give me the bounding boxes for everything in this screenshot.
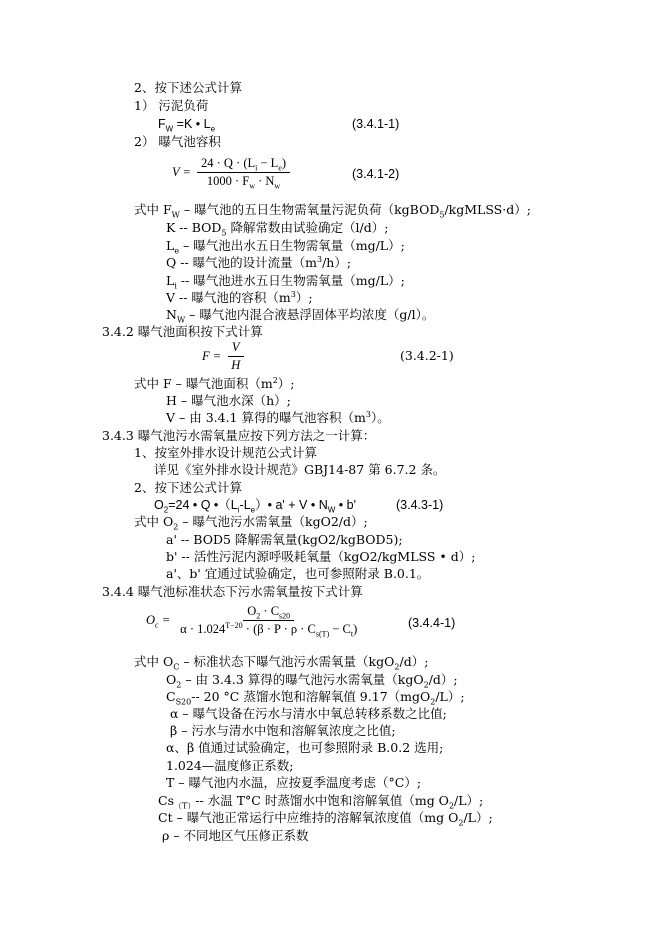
text-line: $L_i$ -- 曝气池进水五日生物需氧量（mg/L）; — [166, 273, 405, 291]
text-line: 式中 $O_2$ – 曝气池污水需氧量（kgO2/d）; — [134, 514, 368, 532]
text-line: 1.024—温度修正系数; — [166, 758, 294, 773]
text-line: 2、按下述公式计算 — [134, 480, 242, 495]
equation-number: (3.4.4-1) — [408, 616, 456, 630]
equation-number: (3.4.2-1) — [400, 348, 454, 363]
text-line: b' -- 活性污泥内源呼吸耗氧量（kgO2/kgMLSS • d）; — [166, 549, 476, 564]
text-line: ρ – 不同地区气压修正系数 — [162, 828, 309, 843]
formula-v: V = $\frac{24 \cdot Q \cdot (L_i - L_e)}{1000 \cdot F_w \cdot N_w}$ — [172, 156, 290, 189]
text-line: 2） 曝气池容积 — [134, 134, 221, 149]
text-line: Ct – 曝气池正常运行中应维持的溶解氧浓度值（mg $O_2/L$）; — [158, 810, 493, 828]
text-line: 1、按室外排水设计规范公式计算 — [134, 445, 317, 460]
text-line: 式中 F – 曝气池面积$(m^2)$; — [134, 375, 295, 391]
text-line: V -- 曝气池的容积$(m^3)$; — [166, 289, 313, 305]
text-line: α – 曝气设备在污水与清水中氧总转移系数之比值; — [170, 706, 447, 721]
equation-number: (3.4.1-1) — [352, 117, 400, 131]
text-line: a' -- BOD5 降解需氧量(kgO2/kgBOD5); — [166, 532, 403, 547]
text-line: T – 曝气池内水温，应按夏季温度考虑（°C）; — [166, 775, 422, 790]
section-heading: 3.4.3 曝气池污水需氧量应按下列方法之一计算： — [102, 428, 376, 443]
text-line: α、β 值通过试验确定，也可参照附录 B.0.2 选用; — [166, 740, 444, 755]
section-heading: 3.4.4 曝气池标准状态下污水需氧量按下式计算 — [102, 584, 363, 599]
formula-o2: $O_2=24$ • Q $•(L_i-L_e)•$ a' + V • $N_W$ • b' — [154, 498, 356, 515]
text-line: 式中 $O_C$ – 标准状态下曝气池污水需氧量（kgO$_2$/d）; — [134, 654, 429, 672]
text-line: 详见《室外排水设计规范》GBJ14-87 第 6.7.2 条。 — [154, 462, 446, 477]
text-line: $Cs_{(T)}--$ 水温 T°C 时蒸馏水中饱和溶解氧值（mg $O_2/L$）; — [158, 793, 484, 811]
text-line: $N_W$ – 曝气池内混合液悬浮固体平均浓度（g/l）。 — [166, 307, 435, 325]
text-line: H – 曝气池水深（h）; — [166, 393, 291, 408]
equation-number: (3.4.1-2) — [352, 167, 400, 181]
formula-f: F = $\frac{V}{H}$ — [202, 340, 244, 373]
equation-number: (3.4.3-1) — [396, 498, 444, 512]
text-line: 式中 $F_W$ – 曝气池的五日生物需氧量污泥负荷（kgBOD$_5$/kgMLSS·d）; — [134, 202, 531, 220]
text-line: $L_e$ – 曝气池出水五日生物需氧量（mg/L）; — [166, 238, 405, 256]
text-line: K -- $BOD_5$ 降解常数由试验确定（l/d）; — [166, 220, 389, 238]
text-line: a'、b' 宜通过试验确定，也可参照附录 B.0.1。 — [166, 566, 430, 581]
text-line: 2、按下述公式计算 — [134, 80, 242, 95]
section-heading: 3.4.2 曝气池面积按下式计算 — [102, 324, 263, 339]
text-line: 1） 污泥负荷 — [134, 98, 209, 113]
text-line: $C_{S20}--$ 20 °C 蒸馏水饱和溶解氧值 9.17（mgO$_2$/L）; — [166, 689, 465, 707]
text-line: V – 由 3.4.1 算得的曝气池容积$(m^3)$。 — [166, 409, 390, 425]
formula-fw: $F_W =K$ • $L_e$ — [158, 117, 216, 134]
formula-oc: $O_c$ = $\frac{O_2 \cdot C_{s20}}{\alpha \cdot 1.024^{T-20} \cdot (\beta \cdot P \cdot \rho \cdot C_{s(T)} - C_t)}$ — [146, 604, 358, 639]
text-line: Q -- 曝气池的设计流量$(m^3/h)$; — [166, 254, 352, 270]
text-line: $O_2$ – 由 3.4.3 算得的曝气池污水需氧量（kgO$_2$/d）; — [166, 672, 458, 690]
text-line: β – 污水与清水中饱和溶解氧浓度之比值; — [170, 723, 396, 738]
